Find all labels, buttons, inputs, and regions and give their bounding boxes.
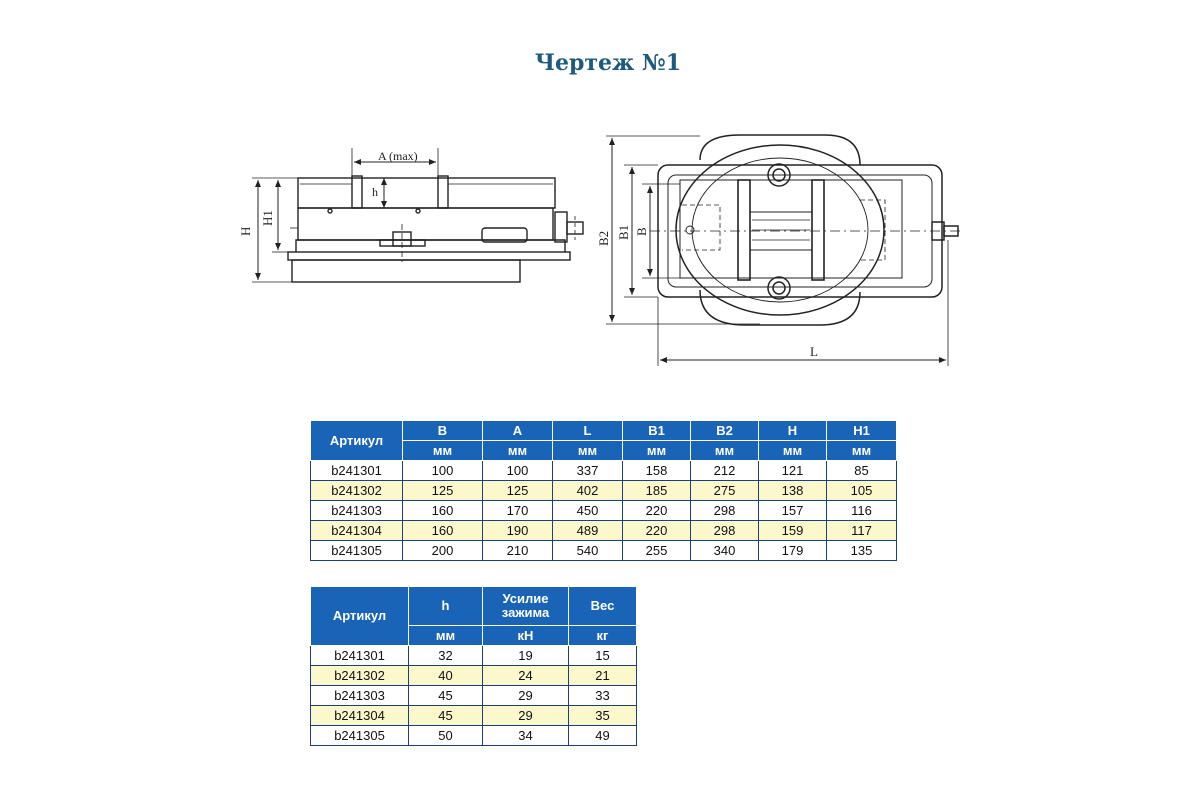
table-cell: b241303 [311, 686, 409, 706]
unit-cell: мм [759, 441, 827, 461]
unit-cell: мм [409, 626, 483, 646]
table-cell: b241305 [311, 726, 409, 746]
table-row [311, 481, 897, 501]
unit-cell: мм [483, 441, 553, 461]
table-cell: 255 [623, 541, 691, 561]
header-b2: B2 [691, 421, 759, 441]
table-cell: b241301 [311, 461, 403, 481]
header-b1: B1 [623, 421, 691, 441]
table-cell: 170 [483, 501, 553, 521]
header-weight: Вес [569, 587, 637, 626]
table-row [311, 646, 637, 666]
table-cell: 540 [553, 541, 623, 561]
table-cell: 29 [483, 706, 569, 726]
table-row [311, 726, 637, 746]
header-l: L [553, 421, 623, 441]
table-cell: 24 [483, 666, 569, 686]
table-cell: 33 [569, 686, 637, 706]
table-cell: 298 [691, 521, 759, 541]
table-cell: 138 [759, 481, 827, 501]
table-cell: 337 [553, 461, 623, 481]
table-cell: 190 [483, 521, 553, 541]
header-b: B [403, 421, 483, 441]
table-cell: b241302 [311, 481, 403, 501]
unit-cell: мм [623, 441, 691, 461]
table-row [311, 666, 637, 686]
force-weight-table [310, 586, 637, 746]
table-cell: 15 [569, 646, 637, 666]
table-cell: 220 [623, 501, 691, 521]
table-cell: 200 [403, 541, 483, 561]
header-a: A [483, 421, 553, 441]
header-article: Артикул [311, 587, 409, 646]
unit-cell: кг [569, 626, 637, 646]
table-cell: 402 [553, 481, 623, 501]
table-cell: 40 [409, 666, 483, 686]
unit-cell: мм [827, 441, 897, 461]
table-cell: 50 [409, 726, 483, 746]
table-cell: 340 [691, 541, 759, 561]
table-cell: b241301 [311, 646, 409, 666]
table-cell: 489 [553, 521, 623, 541]
unit-cell: мм [403, 441, 483, 461]
table-row [311, 521, 897, 541]
table-cell: b241303 [311, 501, 403, 521]
table-cell: b241305 [311, 541, 403, 561]
table-cell: 179 [759, 541, 827, 561]
top-view [650, 135, 962, 325]
table-cell: 49 [569, 726, 637, 746]
table-cell: 121 [759, 461, 827, 481]
label-L: L [810, 344, 818, 359]
table-cell: 275 [691, 481, 759, 501]
label-B1: B1 [616, 224, 631, 240]
table-cell: 160 [403, 501, 483, 521]
table-cell: 35 [569, 706, 637, 726]
table-cell: 157 [759, 501, 827, 521]
table-cell: 100 [403, 461, 483, 481]
table-cell: 135 [827, 541, 897, 561]
side-view [288, 176, 583, 282]
header-h1: H1 [827, 421, 897, 441]
table-cell: 160 [403, 521, 483, 541]
table-cell: 34 [483, 726, 569, 746]
table-row [311, 461, 897, 481]
table-cell: 29 [483, 686, 569, 706]
dimensions-table [310, 420, 897, 561]
page-title: Чертеж №1 [534, 50, 682, 76]
unit-cell: мм [553, 441, 623, 461]
side-view-dimensions [252, 148, 438, 282]
label-h-small: h [372, 185, 378, 199]
table-cell: 45 [409, 706, 483, 726]
unit-cell: кН [483, 626, 569, 646]
table-cell: 298 [691, 501, 759, 521]
label-H1: H1 [260, 210, 275, 226]
label-a-max: A (max) [378, 149, 418, 163]
header-article: Артикул [311, 421, 403, 461]
table-row [311, 501, 897, 521]
table-cell: 450 [553, 501, 623, 521]
header-h-small: h [409, 587, 483, 626]
table-cell: 117 [827, 521, 897, 541]
table-row [311, 706, 637, 726]
table-cell: b241302 [311, 666, 409, 686]
table-row [311, 686, 637, 706]
table-cell: 21 [569, 666, 637, 686]
table-cell: 125 [403, 481, 483, 501]
table-cell: 212 [691, 461, 759, 481]
table-cell: 125 [483, 481, 553, 501]
header-clamping-force: Усилие зажима [483, 587, 569, 626]
table-cell: 159 [759, 521, 827, 541]
table-cell: 19 [483, 646, 569, 666]
table-cell: 185 [623, 481, 691, 501]
table-cell: 158 [623, 461, 691, 481]
label-H: H [238, 226, 253, 236]
table-cell: 210 [483, 541, 553, 561]
table-cell: 100 [483, 461, 553, 481]
table-cell: 45 [409, 686, 483, 706]
unit-cell: мм [691, 441, 759, 461]
label-B: B [634, 227, 649, 236]
header-h: H [759, 421, 827, 441]
table-cell: 116 [827, 501, 897, 521]
table-cell: b241304 [311, 706, 409, 726]
table-cell: 32 [409, 646, 483, 666]
table-cell: b241304 [311, 521, 403, 541]
table-row [311, 541, 897, 561]
table-cell: 220 [623, 521, 691, 541]
label-B2: B2 [596, 230, 611, 246]
table-cell: 85 [827, 461, 897, 481]
table-cell: 105 [827, 481, 897, 501]
